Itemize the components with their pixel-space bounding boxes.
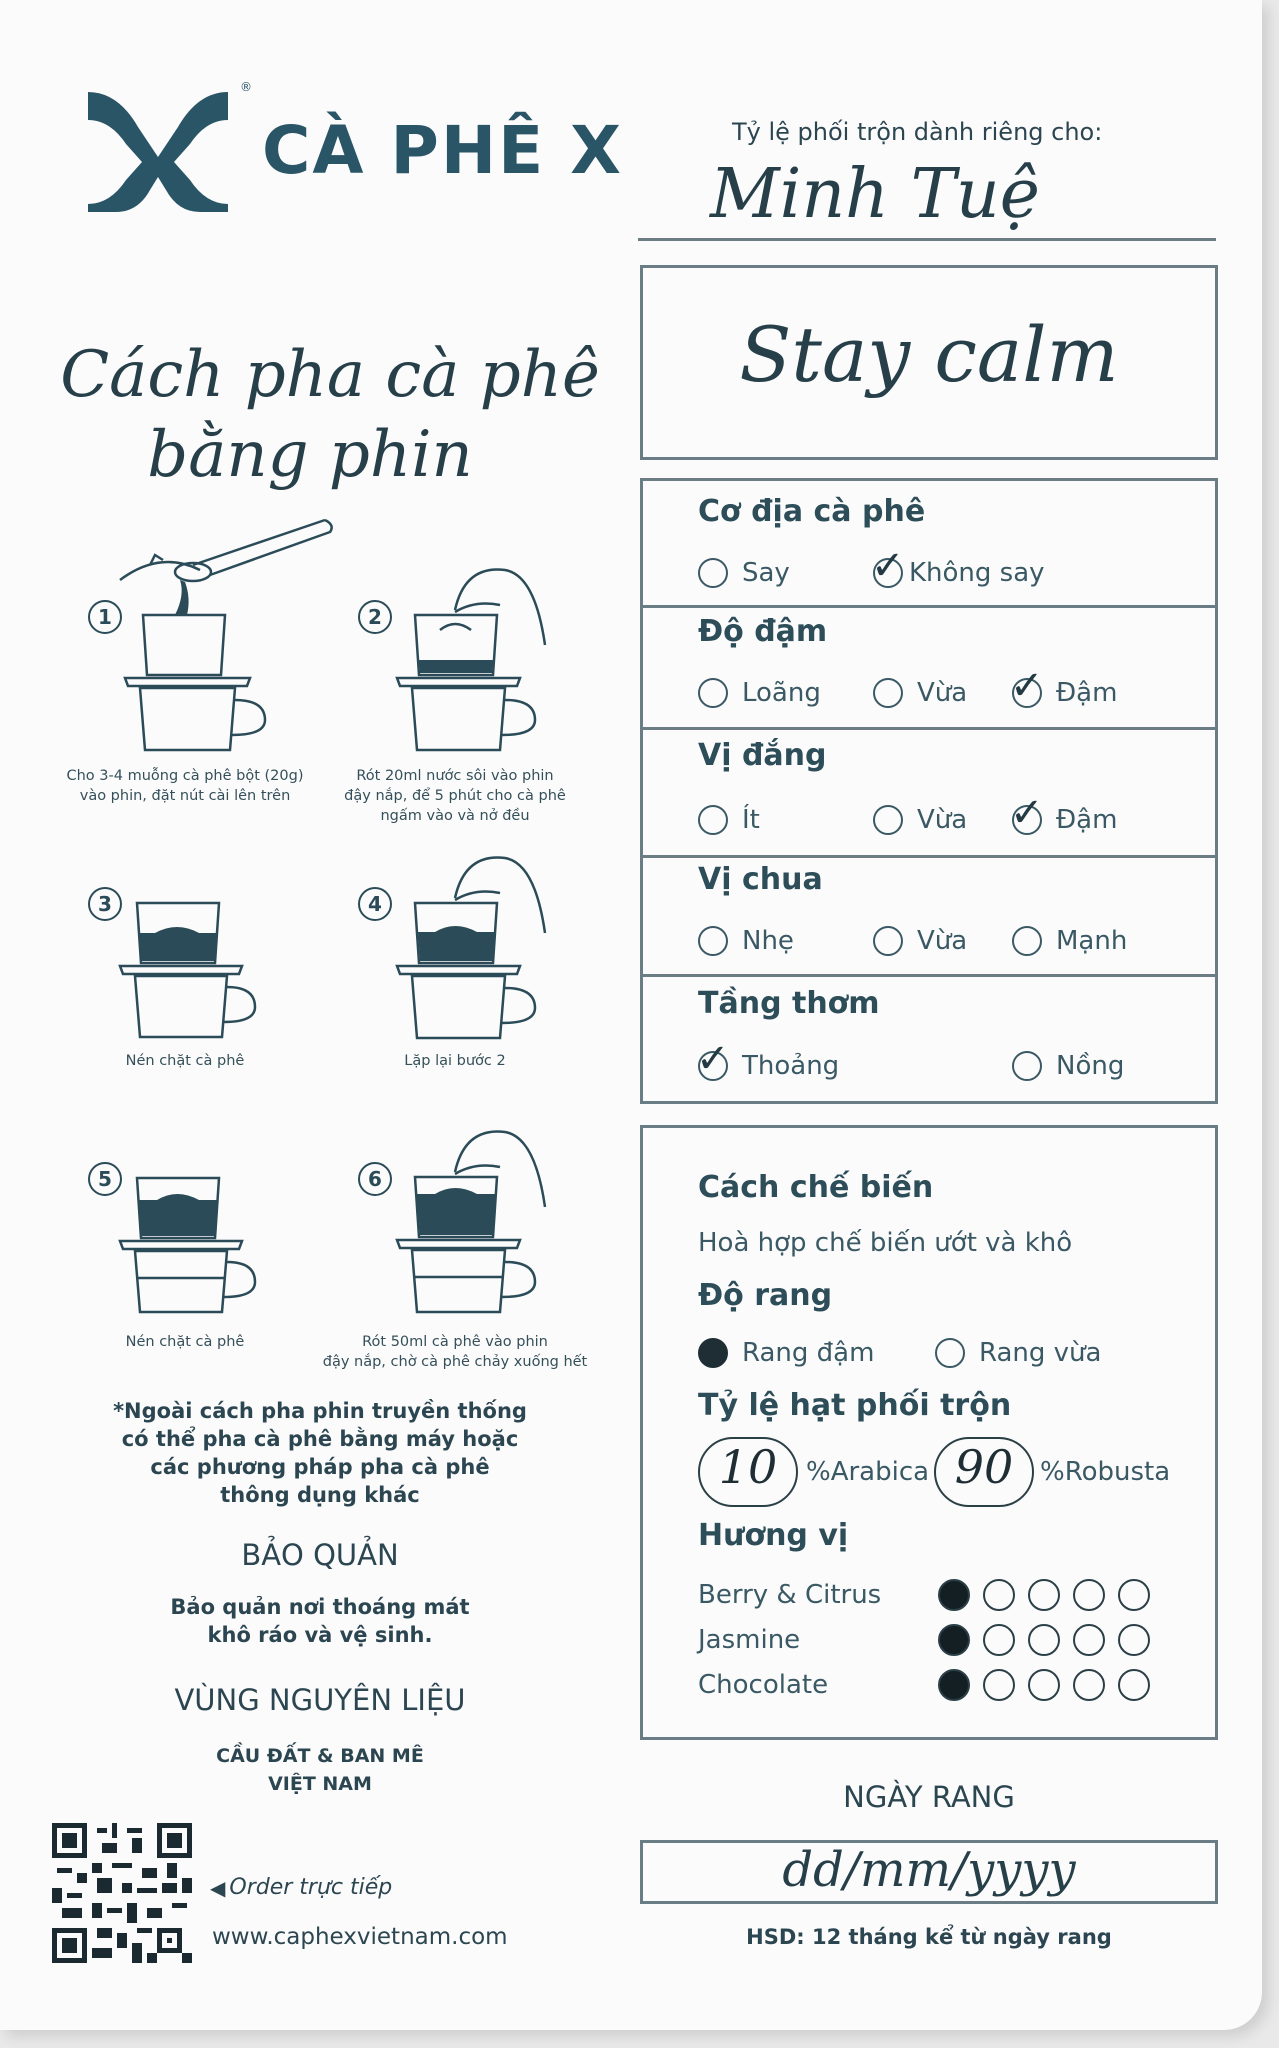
intensity-dot-empty[interactable] (1073, 1624, 1105, 1656)
roast-date-heading: NGÀY RANG (843, 1780, 1015, 1814)
option-thoang[interactable] (696, 1036, 840, 1082)
flavor-name: Chocolate (698, 1669, 829, 1700)
option-label: Rang vừa (979, 1338, 1102, 1368)
option-label: Đậm (1056, 678, 1118, 708)
expiry-text: HSD: 12 tháng kể từ ngày rang (746, 1925, 1112, 1949)
brew-title-line2: bằng phin (147, 418, 473, 492)
radio-button[interactable] (1010, 663, 1044, 709)
option-khong-say[interactable] (871, 543, 1045, 589)
section-title-do-dam: Độ đậm (698, 614, 828, 649)
step-5-number: 5 (88, 1162, 122, 1196)
step-6-illustration (385, 1122, 555, 1322)
option-label: Ít (742, 805, 760, 835)
radio-button[interactable] (698, 558, 728, 588)
intensity-dot-empty[interactable] (1073, 1669, 1105, 1701)
flavor-intensity-dots (938, 1579, 1163, 1611)
registered-mark: ® (240, 80, 252, 94)
order-direct[interactable] (210, 1875, 392, 1900)
radio-button[interactable] (698, 926, 728, 956)
option-vua[interactable] (873, 678, 967, 708)
arabica-label: %Arabica (806, 1457, 930, 1487)
roast-title: Độ rang (698, 1278, 833, 1313)
intensity-dot-empty[interactable] (1118, 1669, 1150, 1701)
section-title-vi-dang: Vị đắng (698, 738, 827, 773)
name-underline (638, 238, 1216, 241)
step-5-illustration (115, 1170, 265, 1320)
step-4-caption: Lặp lại bước 2 (404, 1053, 506, 1069)
radio-button[interactable] (698, 805, 728, 835)
option-label: Nhẹ (742, 926, 794, 956)
intensity-dot-empty[interactable] (983, 1624, 1015, 1656)
intensity-dot-empty[interactable] (983, 1579, 1015, 1611)
intensity-dot-filled[interactable] (938, 1669, 970, 1701)
radio-button[interactable] (873, 678, 903, 708)
customer-name: Minh Tuệ (710, 155, 1040, 234)
intensity-dot-empty[interactable] (1118, 1579, 1150, 1611)
radio-button[interactable] (1012, 926, 1042, 956)
option-say[interactable] (698, 558, 790, 588)
radio-button[interactable] (871, 543, 905, 589)
intensity-dot-empty[interactable] (1028, 1624, 1060, 1656)
option-nhe[interactable] (698, 926, 794, 956)
step-3-illustration (115, 895, 265, 1045)
option-label: Thoảng (742, 1051, 840, 1081)
order-direct-label: Order trực tiếp (229, 1875, 393, 1900)
blend-name: Stay calm (739, 310, 1119, 399)
website-link[interactable]: www.caphexvietnam.com (212, 1924, 508, 1950)
blend-for-label: Tỷ lệ phối trộn dành riêng cho: (732, 118, 1103, 146)
flavor-row (698, 1572, 1198, 1617)
option-label: Vừa (917, 805, 968, 835)
radio-button[interactable] (698, 1338, 728, 1368)
flavor-name: Jasmine (698, 1624, 801, 1655)
roast-date-value: dd/mm/yyyy (782, 1842, 1076, 1898)
checkmark-icon: ✓ (696, 1036, 730, 1082)
logo-x-icon (78, 82, 238, 222)
option-loang[interactable] (698, 678, 821, 708)
option-vua[interactable] (873, 805, 967, 835)
step-4-number: 4 (358, 887, 392, 921)
origin-text: CẦU ĐẤT & BAN MÊ VIỆT NAM (216, 1745, 424, 1795)
robusta-label: %Robusta (1040, 1457, 1171, 1487)
step-1-illustration (115, 510, 340, 760)
brew-note: *Ngoài cách pha phin truyền thống có thể pha cà phê bằng máy hoặc các phương pháp pha cà phê thông dụng khác (113, 1399, 527, 1507)
flavor-intensity-dots (938, 1669, 1163, 1701)
option-label: Không say (909, 558, 1045, 588)
brew-title-line1: Cách pha cà phê (60, 338, 600, 412)
flavor-name: Berry & Citrus (698, 1579, 882, 1610)
brand-name: CÀ PHÊ X (262, 112, 624, 189)
section-title-vi-chua: Vị chua (698, 862, 823, 897)
radio-button[interactable] (1012, 1051, 1042, 1081)
storage-heading: BẢO QUẢN (241, 1538, 399, 1572)
arabica-value: 10 (718, 1440, 778, 1494)
step-4-illustration (385, 848, 555, 1048)
option-rang-dam[interactable] (698, 1338, 874, 1368)
section-divider (640, 855, 1218, 858)
intensity-dot-empty[interactable] (1118, 1624, 1150, 1656)
radio-button[interactable] (873, 805, 903, 835)
intensity-dot-filled[interactable] (938, 1624, 970, 1656)
radio-button[interactable] (698, 678, 728, 708)
option-nong[interactable] (1012, 1051, 1124, 1081)
ratio-title: Tỷ lệ hạt phối trộn (698, 1388, 1012, 1423)
processing-value: Hoà hợp chế biến ướt và khô (698, 1228, 1073, 1258)
option-label: Nồng (1056, 1051, 1125, 1081)
radio-button[interactable] (1010, 790, 1044, 836)
section-divider (640, 974, 1218, 977)
step-3-caption: Nén chặt cà phê (125, 1053, 245, 1069)
section-divider (640, 727, 1218, 730)
robusta-value: 90 (954, 1440, 1014, 1494)
flavor-row (698, 1662, 1198, 1707)
option-dam[interactable] (1010, 790, 1118, 836)
option-label: Rang đậm (742, 1338, 875, 1368)
intensity-dot-empty[interactable] (1028, 1579, 1060, 1611)
step-2-number: 2 (358, 600, 392, 634)
step-5-caption: Nén chặt cà phê (125, 1334, 245, 1350)
step-3-number: 3 (88, 887, 122, 921)
option-label: Say (742, 558, 790, 588)
radio-button[interactable] (873, 926, 903, 956)
radio-button[interactable] (696, 1036, 730, 1082)
section-title-tang-thom: Tầng thơm (698, 986, 880, 1021)
option-label: Loãng (742, 678, 821, 708)
step-6-number: 6 (358, 1162, 392, 1196)
intensity-dot-filled[interactable] (938, 1579, 970, 1611)
option-label: Vừa (917, 678, 968, 708)
intensity-dot-empty[interactable] (983, 1669, 1015, 1701)
option-dam[interactable] (1010, 663, 1118, 709)
checkmark-icon: ✓ (1010, 790, 1044, 836)
option-vua[interactable] (873, 926, 967, 956)
section-title-co-dia: Cơ địa cà phê (698, 494, 926, 529)
flavor-row (698, 1617, 1198, 1662)
option-label: Vừa (917, 926, 968, 956)
step-1-number: 1 (88, 600, 122, 634)
storage-text: Bảo quản nơi thoáng mát khô ráo và vệ sinh. (170, 1595, 470, 1647)
step-2-illustration (385, 560, 555, 760)
checkmark-icon: ✓ (871, 543, 905, 589)
flavor-intensity-dots (938, 1624, 1163, 1656)
radio-button[interactable] (935, 1338, 965, 1368)
processing-title: Cách chế biến (698, 1170, 934, 1205)
option-label: Đậm (1056, 805, 1118, 835)
step-6-caption: Rót 50ml cà phê vào phin đậy nắp, chờ cà phê chảy xuống hết (322, 1334, 588, 1370)
flavor-title: Hương vị (698, 1518, 849, 1553)
step-2-caption: Rót 20ml nước sôi vào phin đậy nắp, để 5 phút cho cà phê ngấm vào và nở đều (344, 768, 566, 824)
checkmark-icon: ✓ (1010, 663, 1044, 709)
intensity-dot-empty[interactable] (1028, 1669, 1060, 1701)
qr-code-icon[interactable] (52, 1823, 192, 1963)
section-divider (640, 605, 1218, 608)
flavor-list (698, 1572, 1198, 1707)
option-label: Mạnh (1056, 926, 1128, 956)
option-manh[interactable] (1012, 926, 1127, 956)
arrow-left-icon: ◀ (210, 1875, 226, 1900)
intensity-dot-empty[interactable] (1073, 1579, 1105, 1611)
option-it[interactable] (698, 805, 760, 835)
origin-heading: VÙNG NGUYÊN LIỆU (174, 1683, 466, 1717)
step-1-caption: Cho 3-4 muỗng cà phê bột (20g) vào phin, đặt nút cài lên trên (66, 768, 304, 804)
option-rang-vua[interactable] (935, 1338, 1101, 1368)
